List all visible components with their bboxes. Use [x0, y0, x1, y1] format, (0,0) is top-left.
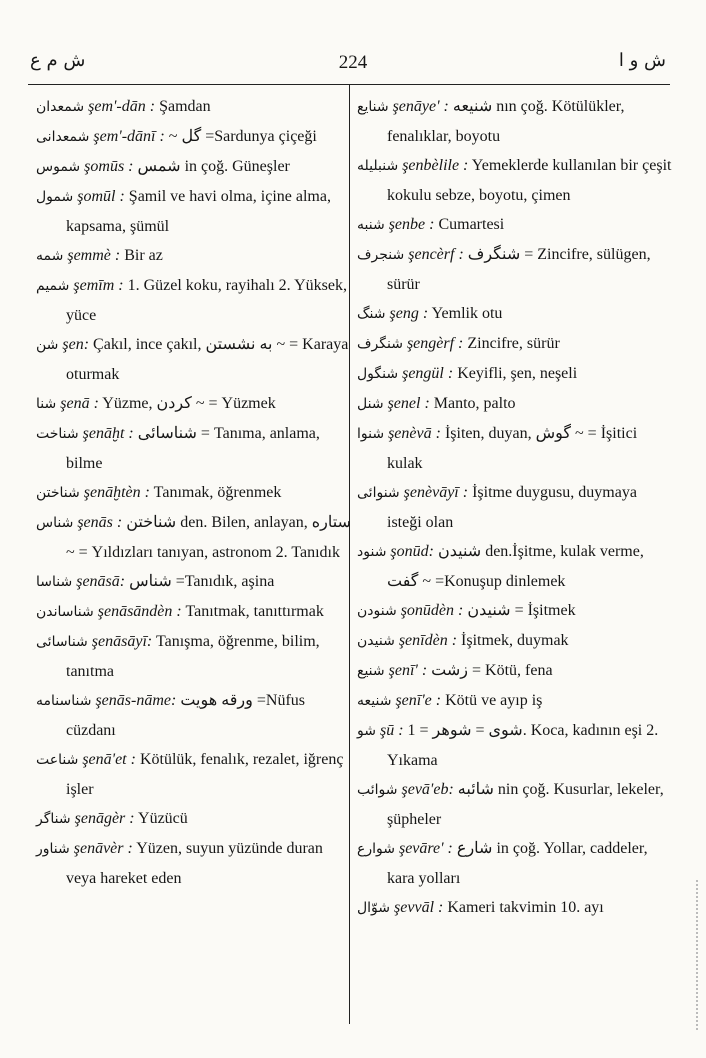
entry-transliteration: şenā : [60, 395, 99, 412]
dictionary-entry [357, 686, 672, 716]
entry-definition: Yüzen, suyun yüzünde duran veya hareket eden [66, 840, 323, 887]
entry-arabic-headword: شنبليله [357, 158, 399, 174]
entry-definition: Kötülük, fenalık, rezalet, iğrenç işler [66, 751, 344, 798]
entry-transliteration: şenāsā: [76, 573, 126, 590]
entry-definition: شنيعه nın çoğ. Kötülükler, fenalıklar, boyotu [387, 98, 625, 145]
entry-arabic-headword: شنود [357, 544, 387, 560]
entry-definition: Tanışma, öğrenme, bilim, tanıtma [66, 633, 320, 680]
entry-arabic-headword: شن [36, 337, 59, 353]
entry-definition: شمس in çoğ. Güneşler [133, 158, 290, 175]
entry-arabic-headword: شنيعه [357, 693, 392, 709]
entry-arabic-headword: شمعدانى [36, 129, 90, 145]
entry-transliteration: şenèvā : [388, 425, 441, 442]
dictionary-entry [36, 122, 351, 152]
dictionary-entry [36, 182, 351, 241]
entry-arabic-headword: شنيدن [357, 633, 395, 649]
entry-arabic-headword: شنيع [357, 663, 385, 679]
dictionary-entry [36, 804, 351, 834]
dictionary-entry [357, 329, 672, 359]
entry-definition: شوى = شوهر = 1. Koca, kadının eşi 2. Yıkama [387, 722, 659, 769]
entry-transliteration: şenāsāndèn : [97, 603, 182, 620]
entry-definition: ورقه هويت =Nüfus cüzdanı [66, 692, 306, 739]
entry-transliteration: şemmè : [67, 247, 121, 264]
dictionary-entry [357, 92, 672, 151]
entry-transliteration: şū : [379, 722, 404, 739]
entry-transliteration: şenāḫtèn : [83, 484, 150, 501]
entry-arabic-headword: شوائب [357, 782, 398, 798]
entry-arabic-headword: شنگ [357, 306, 386, 322]
header-left-letters: ش م ع [30, 50, 86, 71]
dictionary-entry [357, 151, 672, 210]
entry-arabic-headword: شنجرف [357, 247, 405, 263]
dictionary-entry [357, 537, 672, 596]
entry-transliteration: şenā'et : [82, 751, 136, 768]
entry-definition: شائبه nin çoğ. Kusurlar, lekeler, şüpheler [387, 781, 664, 828]
entry-definition: شناختن den. Bilen, anlayan, ستاره ~ = Yıldızları tanıyan, astronom 2. Tanıdık [66, 514, 351, 561]
entry-definition: شناسائى = Tanıma, anlama, bilme [66, 425, 320, 472]
entry-arabic-headword: شميم [36, 278, 70, 294]
entry-transliteration: şengèrf : [406, 335, 464, 352]
entry-transliteration: şenāsāyī: [91, 633, 153, 650]
entry-definition: Şamdan [155, 98, 211, 115]
dictionary-entry [36, 508, 351, 567]
entry-arabic-headword: شنوا [357, 426, 385, 442]
entry-definition: Zincifre, sürür [463, 335, 560, 352]
dictionary-entry [357, 389, 672, 419]
entry-transliteration: şenāvèr : [73, 840, 133, 857]
entry-definition: زشت = Kötü, fena [427, 662, 553, 679]
dictionary-entry [357, 596, 672, 626]
entry-transliteration: şengül : [402, 365, 454, 382]
entry-transliteration: şevāre' : [398, 840, 453, 857]
right-column [357, 92, 672, 923]
entry-arabic-headword: شمعدان [36, 99, 85, 115]
entry-arabic-headword: شناسا [36, 574, 73, 590]
entry-transliteration: şenās : [77, 514, 123, 531]
dictionary-entry [357, 210, 672, 240]
dictionary-entry [36, 241, 351, 271]
entry-arabic-headword: شنا [36, 396, 57, 412]
dictionary-entry [36, 152, 351, 182]
dictionary-entry [36, 389, 351, 419]
entry-definition: İşiten, duyan, گوش ~ = İşitici kulak [387, 425, 638, 472]
entry-definition: Kötü ve ayıp iş [441, 692, 543, 709]
entry-definition: شارع in çoğ. Yollar, caddeler, kara yolları [387, 840, 648, 887]
entry-transliteration: şomūl : [77, 188, 125, 205]
dictionary-entry [357, 240, 672, 299]
entry-definition: Şamil ve havi olma, içine alma, kapsama, şümül [66, 188, 331, 235]
entry-transliteration: şenī' : [388, 662, 428, 679]
dictionary-entry [357, 716, 672, 775]
entry-definition: Tanımak, öğrenmek [149, 484, 282, 501]
entry-transliteration: şenāḫt : [82, 425, 134, 442]
entry-transliteration: şonūd: [390, 543, 434, 560]
dictionary-entry [36, 597, 351, 627]
entry-arabic-headword: شمه [36, 248, 64, 264]
left-column [36, 92, 351, 893]
dictionary-entry [357, 775, 672, 834]
entry-definition: Yemlik otu [428, 305, 503, 322]
entry-transliteration: şencèrf : [408, 246, 464, 263]
margin-dots [690, 880, 698, 1030]
dictionary-entry [36, 627, 351, 686]
header-right-letters: ش و ا [618, 50, 666, 71]
entry-arabic-headword: شناساندن [36, 604, 94, 620]
entry-transliteration: şenel : [387, 395, 430, 412]
entry-arabic-headword: شوارع [357, 841, 395, 857]
entry-definition: ~ گل =Sardunya çiçeği [164, 128, 317, 145]
entry-definition: Bir az [120, 247, 163, 264]
entry-arabic-headword: شنودن [357, 603, 397, 619]
entry-transliteration: şevā'eb: [401, 781, 454, 798]
dictionary-entry [357, 478, 672, 537]
dictionary-entry [357, 299, 672, 329]
entry-definition: Kameri takvimin 10. ayı [443, 899, 604, 916]
entry-definition: Tanıtmak, tanıttırmak [181, 603, 324, 620]
entry-definition: Çakıl, ince çakıl, به نشستن ~ = Karaya oturmak [66, 336, 349, 383]
entry-arabic-headword: شناعت [36, 752, 79, 768]
dictionary-entry [36, 745, 351, 804]
entry-definition: 1. Güzel koku, rayihalı 2. Yüksek, yüce [66, 277, 347, 324]
entry-definition: Yüzme, كردن ~ = Yüzmek [98, 395, 276, 412]
entry-arabic-headword: شناخت [36, 426, 79, 442]
entry-arabic-headword: شو [357, 723, 376, 739]
entry-arabic-headword: شناسنامه [36, 693, 92, 709]
entry-arabic-headword: شناور [36, 841, 70, 857]
dictionary-entry [36, 330, 351, 389]
entry-transliteration: şonūdèn : [400, 602, 464, 619]
entry-transliteration: şenī'e : [395, 692, 442, 709]
entry-arabic-headword: شنوائى [357, 485, 400, 501]
dictionary-entry [36, 478, 351, 508]
entry-arabic-headword: شناس [36, 515, 74, 531]
entry-transliteration: şenās-nāme: [95, 692, 177, 709]
entry-arabic-headword: شنايع [357, 99, 389, 115]
entry-transliteration: şenbe : [388, 216, 435, 233]
entry-definition: Yemeklerde kullanılan bir çeşit kokulu sebze, boyotu, çimen [387, 157, 672, 204]
entry-definition: شنگرف = Zincifre, sülügen, sürür [387, 246, 651, 293]
entry-definition: İşitmek, duymak [457, 632, 569, 649]
entry-transliteration: şenāye' : [392, 98, 449, 115]
dictionary-entry [36, 834, 351, 893]
dictionary-entry [357, 419, 672, 478]
entry-arabic-headword: شنل [357, 396, 384, 412]
entry-definition: Manto, palto [429, 395, 516, 412]
dictionary-entry [357, 893, 672, 923]
entry-definition: Cumartesi [434, 216, 505, 233]
entry-transliteration: şemīm : [73, 277, 124, 294]
entry-transliteration: şenèvāyī : [403, 484, 469, 501]
dictionary-entry [36, 567, 351, 597]
page-number: 224 [338, 52, 368, 73]
entry-arabic-headword: شنبه [357, 217, 385, 233]
dictionary-entry [36, 92, 351, 122]
entry-definition: İşitme duygusu, duymaya isteği olan [387, 484, 637, 531]
entry-definition: شناس =Tanıdık, aşina [125, 573, 275, 590]
entry-transliteration: şenīdèn : [398, 632, 458, 649]
entry-arabic-headword: شموس [36, 159, 81, 175]
entry-arabic-headword: شوّال [357, 900, 391, 916]
entry-arabic-headword: شنگول [357, 366, 399, 382]
dictionary-entry [36, 271, 351, 330]
entry-arabic-headword: شنگرف [357, 336, 403, 352]
entry-transliteration: şem'-dānī : [93, 128, 165, 145]
entry-definition: شنيدن = İşitmek [463, 602, 576, 619]
entry-transliteration: şomūs : [84, 158, 134, 175]
dictionary-entry [357, 359, 672, 389]
dictionary-entry [357, 626, 672, 656]
dictionary-entry [36, 686, 351, 745]
entry-transliteration: şem'-dān : [88, 98, 156, 115]
dictionary-entry [357, 834, 672, 893]
entry-arabic-headword: شناگر [36, 811, 71, 827]
entry-transliteration: şen: [62, 336, 90, 353]
entry-transliteration: şenāgèr : [74, 810, 135, 827]
entry-transliteration: şenbèlile : [402, 157, 469, 174]
entry-transliteration: şevvāl : [394, 899, 444, 916]
entry-arabic-headword: شناختن [36, 485, 80, 501]
entry-transliteration: şeng : [389, 305, 429, 322]
dictionary-entry [357, 656, 672, 686]
entry-definition: شنيدن den.İşitme, kulak verme, گفت ~ =Konuşup dinlemek [387, 543, 644, 590]
dictionary-entry [36, 419, 351, 478]
entry-arabic-headword: شناسائى [36, 634, 88, 650]
entry-definition: Keyifli, şen, neşeli [453, 365, 578, 382]
entry-definition: Yüzücü [134, 810, 188, 827]
entry-arabic-headword: شمول [36, 189, 74, 205]
